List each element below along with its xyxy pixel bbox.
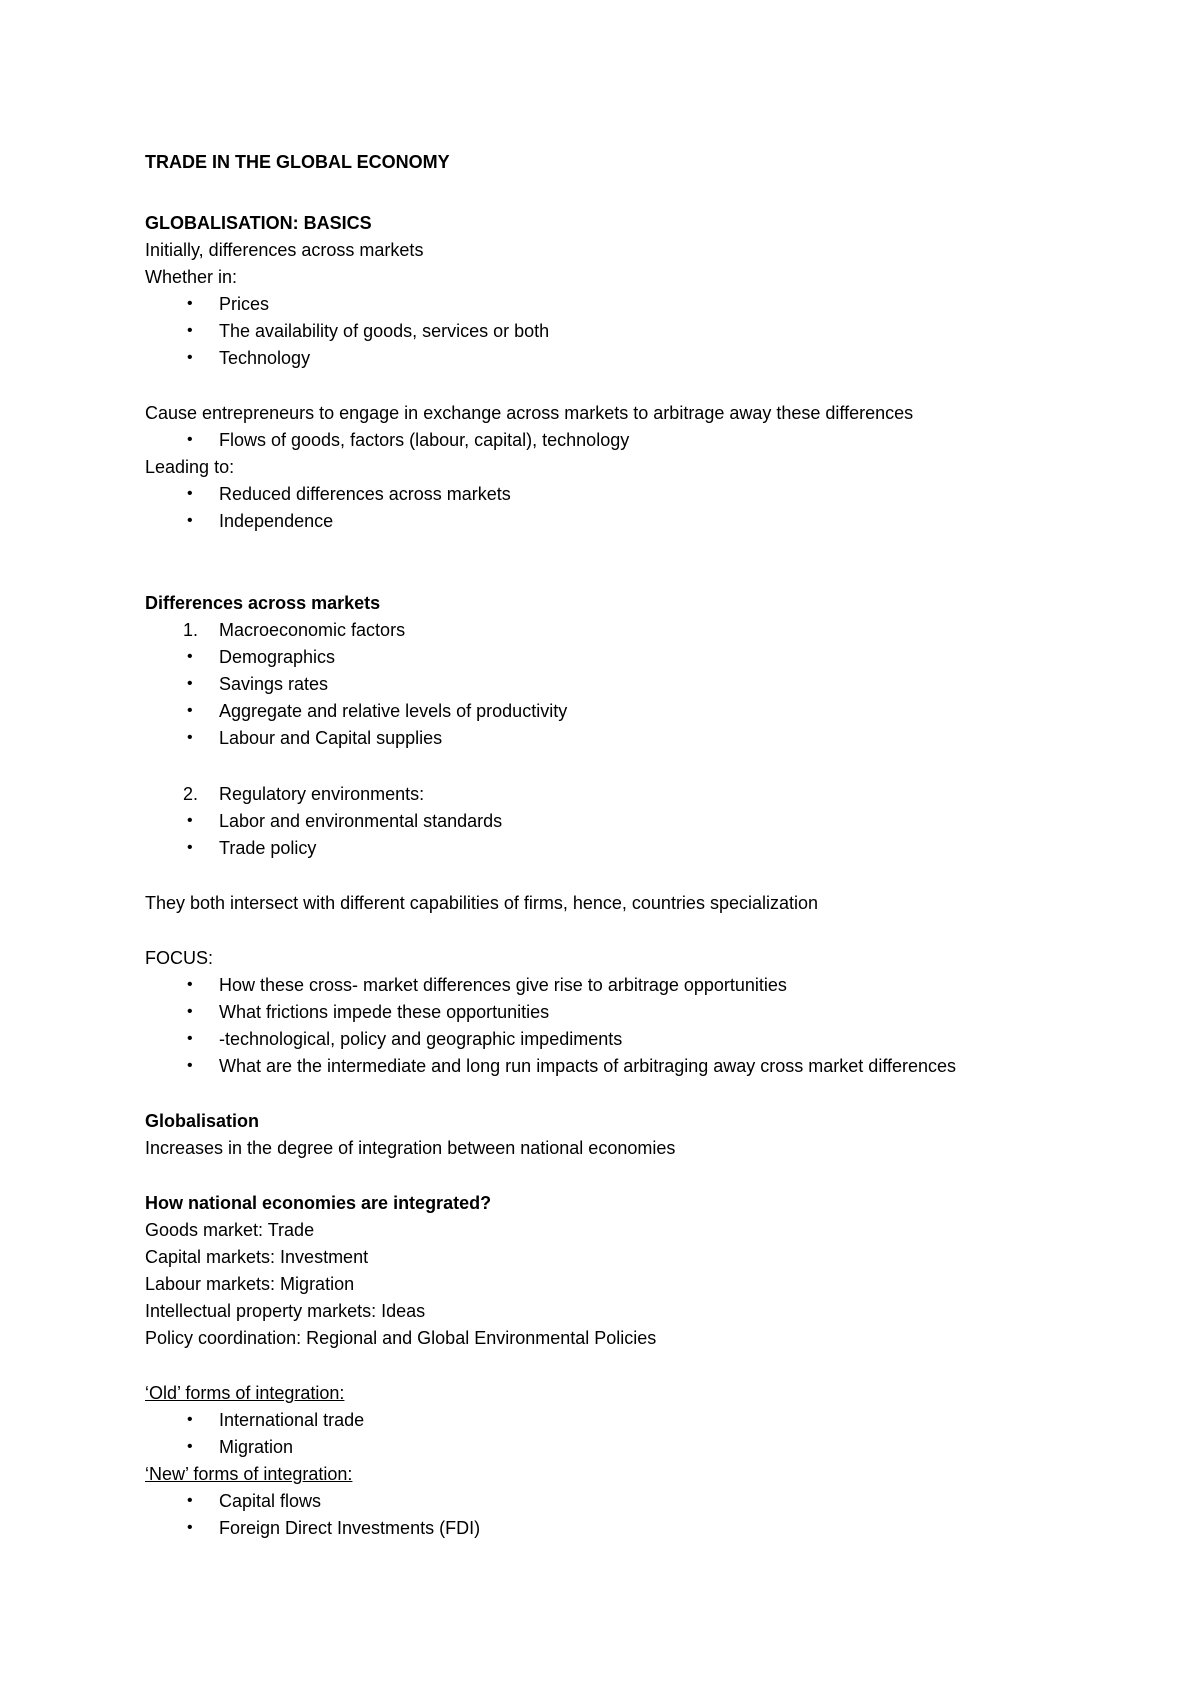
- bullet-icon: •: [187, 349, 193, 366]
- bullet-icon: •: [187, 1003, 193, 1020]
- section-heading-integration: How national economies are integrated?: [145, 1193, 492, 1213]
- bullet-icon: •: [187, 512, 193, 529]
- bullet-icon: •: [187, 839, 193, 856]
- list-item-text: Migration: [219, 1437, 294, 1457]
- list-item-text: Demographics: [219, 647, 336, 667]
- list-item-text: Capital flows: [219, 1491, 322, 1511]
- numbered-item-text: Regulatory environments:: [219, 784, 425, 804]
- list-item-text: Flows of goods, factors (labour, capital), technology: [219, 430, 630, 450]
- new-forms-heading: ‘New’ forms of integration:: [145, 1464, 353, 1484]
- list-item-text: Reduced differences across markets: [219, 484, 511, 504]
- bullet-icon: •: [187, 812, 193, 829]
- section-heading-differences: Differences across markets: [145, 593, 381, 613]
- list-item-text: -technological, policy and geographic impediments: [219, 1029, 623, 1049]
- list-number: 2.: [183, 784, 199, 804]
- list-number: 1.: [183, 620, 199, 640]
- bullet-icon: •: [187, 1492, 193, 1509]
- bullet-icon: •: [187, 1030, 193, 1047]
- bullet-icon: •: [187, 295, 193, 312]
- bullet-icon: •: [187, 729, 193, 746]
- list-item-text: Labor and environmental standards: [219, 811, 503, 831]
- integration-line: Capital markets: Investment: [145, 1247, 369, 1267]
- leading-to-label: Leading to:: [145, 457, 235, 477]
- bullet-icon: •: [187, 1519, 193, 1536]
- basics-intro-2: Whether in:: [145, 267, 238, 287]
- numbered-item-text: Macroeconomic factors: [219, 620, 406, 640]
- list-item-text: International trade: [219, 1410, 365, 1430]
- integration-line: Intellectual property markets: Ideas: [145, 1301, 426, 1321]
- old-forms-heading: ‘Old’ forms of integration:: [145, 1383, 345, 1403]
- list-item-text: Aggregate and relative levels of productivity: [219, 701, 568, 721]
- section-heading-focus: FOCUS:: [145, 948, 214, 968]
- integration-line: Goods market: Trade: [145, 1220, 315, 1240]
- list-item-text: Independence: [219, 511, 334, 531]
- bullet-icon: •: [187, 322, 193, 339]
- list-item-text: The availability of goods, services or both: [219, 321, 550, 341]
- bullet-icon: •: [187, 1438, 193, 1455]
- list-item-text: What frictions impede these opportunities: [219, 1002, 550, 1022]
- bullet-icon: •: [187, 485, 193, 502]
- bullet-icon: •: [187, 1057, 193, 1074]
- list-item-text: What are the intermediate and long run impacts of arbitraging away cross market differences: [219, 1056, 957, 1076]
- list-item-text: Savings rates: [219, 674, 329, 694]
- bullet-icon: •: [187, 431, 193, 448]
- bullet-icon: •: [187, 702, 193, 719]
- integration-line: Policy coordination: Regional and Global Environmental Policies: [145, 1328, 657, 1348]
- document-title: TRADE IN THE GLOBAL ECONOMY: [145, 152, 450, 172]
- list-item-text: Labour and Capital supplies: [219, 728, 443, 748]
- intersect-line: They both intersect with different capabilities of firms, hence, countries specialization: [145, 893, 819, 913]
- globalisation-definition: Increases in the degree of integration between national economies: [145, 1138, 676, 1158]
- bullet-icon: •: [187, 1411, 193, 1428]
- section-heading-globalisation: Globalisation: [145, 1111, 260, 1131]
- list-item-text: Prices: [219, 294, 270, 314]
- bullet-icon: •: [187, 976, 193, 993]
- cause-line: Cause entrepreneurs to engage in exchange across markets to arbitrage away these differences: [145, 403, 914, 423]
- bullet-icon: •: [187, 675, 193, 692]
- bullet-icon: •: [187, 648, 193, 665]
- list-item-text: Foreign Direct Investments (FDI): [219, 1518, 481, 1538]
- list-item-text: How these cross- market differences give rise to arbitrage opportunities: [219, 975, 787, 995]
- list-item-text: Trade policy: [219, 838, 317, 858]
- list-item-text: Technology: [219, 348, 311, 368]
- integration-line: Labour markets: Migration: [145, 1274, 355, 1294]
- basics-intro-1: Initially, differences across markets: [145, 240, 424, 260]
- section-heading-basics: GLOBALISATION: BASICS: [145, 213, 372, 233]
